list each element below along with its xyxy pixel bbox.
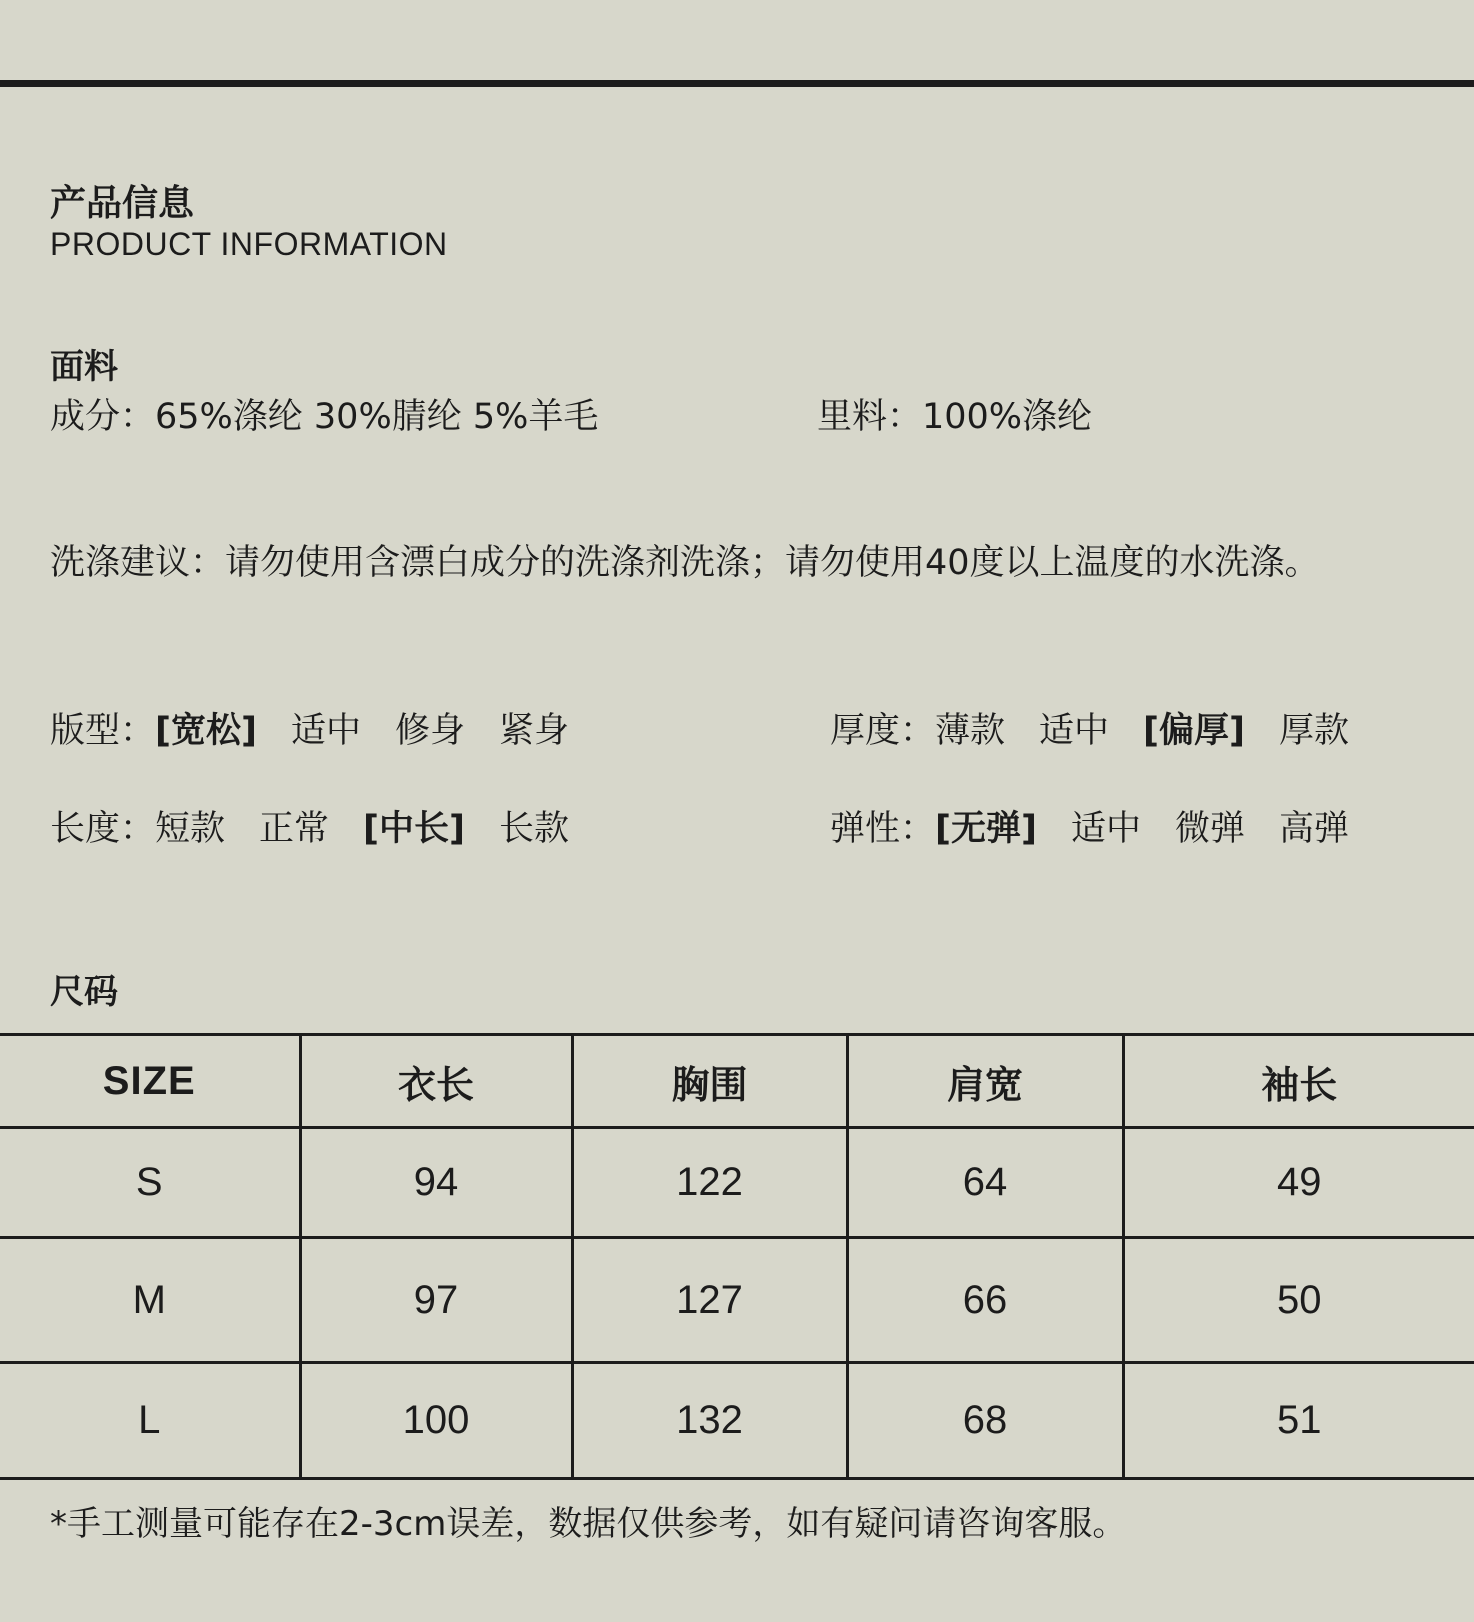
thickness-row: [830, 711, 1350, 751]
fit-option-tight: 紧身: [499, 711, 570, 751]
length-option-short: 短款: [155, 809, 226, 849]
fit-option-regular: 适中: [291, 711, 362, 751]
table-row: [0, 1363, 1474, 1479]
column-header-size: SIZE: [0, 1035, 300, 1128]
table-cell: S: [0, 1128, 300, 1238]
fit-label: 版型：: [50, 711, 156, 751]
length-option-mid-long: [中长]: [363, 809, 466, 849]
table-row: [0, 1128, 1474, 1238]
size-heading: 尺码: [50, 972, 118, 1012]
table-cell: 132: [572, 1363, 847, 1479]
column-header-length: 衣长: [300, 1035, 572, 1128]
length-option-long: 长款: [499, 809, 570, 849]
column-header-shoulder: 肩宽: [847, 1035, 1123, 1128]
top-divider: [0, 80, 1474, 87]
table-cell: 51: [1123, 1363, 1474, 1479]
table-cell: 127: [572, 1238, 847, 1363]
elasticity-option-high: 高弹: [1279, 809, 1350, 849]
elasticity-option-slight: 微弹: [1175, 809, 1246, 849]
title-english: PRODUCT INFORMATION: [50, 226, 448, 262]
thickness-option-thin: 薄款: [935, 711, 1006, 751]
table-cell: L: [0, 1363, 300, 1479]
elasticity-option-medium: 适中: [1071, 809, 1142, 849]
thickness-option-medium: 适中: [1039, 711, 1110, 751]
elasticity-row: [830, 809, 1350, 849]
table-cell: 97: [300, 1238, 572, 1363]
thickness-option-thick: 厚款: [1279, 711, 1350, 751]
title-chinese: 产品信息: [50, 183, 195, 224]
fit-row: [50, 711, 570, 751]
length-option-normal: 正常: [259, 809, 330, 849]
fit-option-slim: 修身: [395, 711, 466, 751]
size-table-header: [0, 1035, 1474, 1128]
size-table: [0, 1033, 1474, 1480]
elasticity-option-none: [无弹]: [935, 809, 1038, 849]
table-cell: 68: [847, 1363, 1123, 1479]
elasticity-label: 弹性：: [830, 809, 936, 849]
table-cell: 100: [300, 1363, 572, 1479]
measurement-note: *手工测量可能存在2-3cm误差，数据仅供参考，如有疑问请咨询客服。: [50, 1504, 1127, 1544]
fabric-heading: 面料: [50, 347, 118, 387]
table-cell: 50: [1123, 1238, 1474, 1363]
column-header-chest: 胸围: [572, 1035, 847, 1128]
column-header-sleeve: 袖长: [1123, 1035, 1474, 1128]
thickness-label: 厚度：: [830, 711, 936, 751]
table-cell: 66: [847, 1238, 1123, 1363]
fabric-composition: 成分：65%涤纶 30%腈纶 5%羊毛: [50, 397, 599, 437]
length-label: 长度：: [50, 809, 156, 849]
table-cell: 94: [300, 1128, 572, 1238]
fabric-lining: 里料：100%涤纶: [817, 397, 1093, 437]
table-row: [0, 1238, 1474, 1363]
thickness-option-thickish: [偏厚]: [1143, 711, 1246, 751]
table-cell: 122: [572, 1128, 847, 1238]
table-cell: M: [0, 1238, 300, 1363]
table-cell: 49: [1123, 1128, 1474, 1238]
fit-option-loose: [宽松]: [155, 711, 258, 751]
table-cell: 64: [847, 1128, 1123, 1238]
washing-instructions: 洗涤建议：请勿使用含漂白成分的洗涤剂洗涤；请勿使用40度以上温度的水洗涤。: [50, 543, 1320, 583]
length-row: [50, 809, 570, 849]
